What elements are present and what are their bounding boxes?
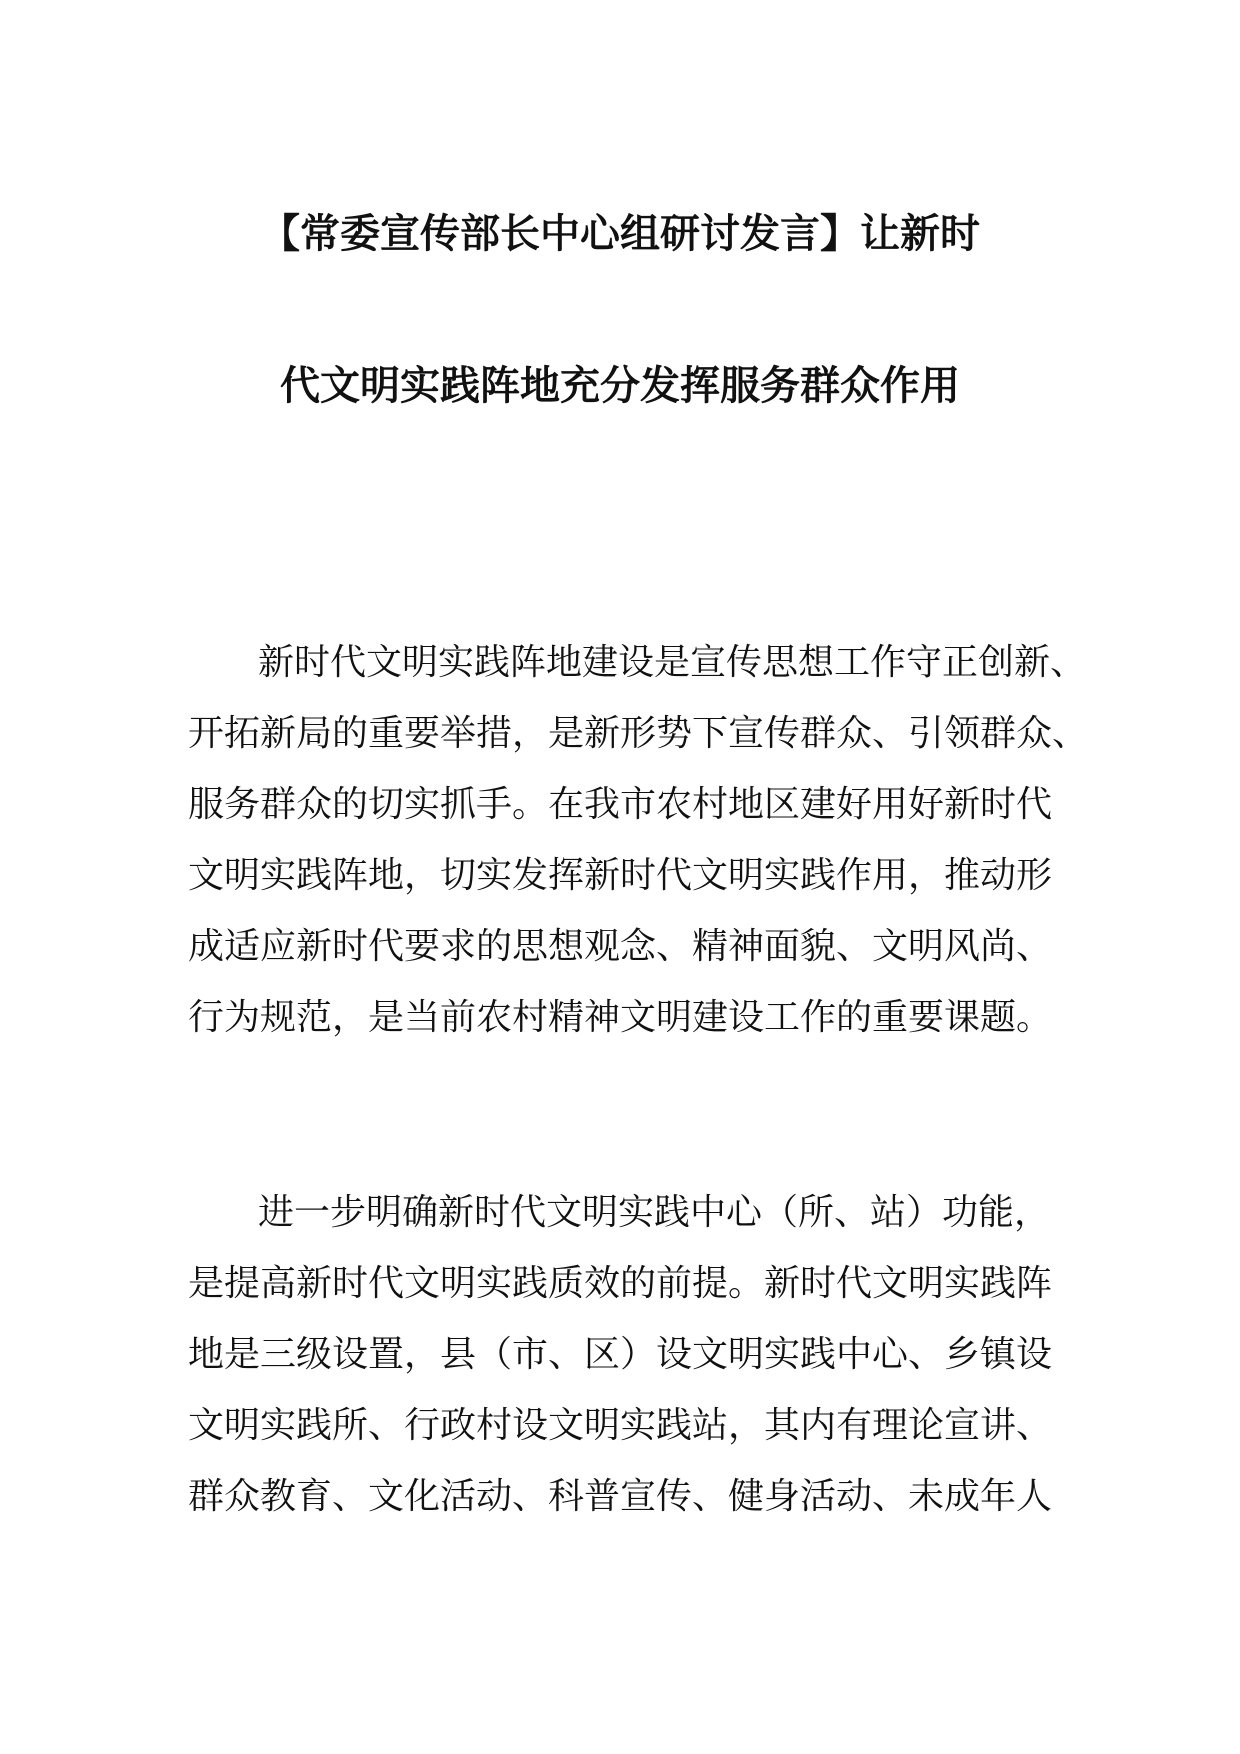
paragraph-2-line-3: 地是三级设置，县（市、区）设文明实践中心、乡镇设 — [188, 1334, 1053, 1375]
paragraph-1-line-4: 文明实践阵地，切实发挥新时代文明实践作用，推动形 — [188, 855, 1053, 896]
document-title-line-1: 【常委宣传部长中心组研讨发言】让新时 — [260, 211, 980, 257]
paragraph-1-line-5: 成适应新时代要求的思想观念、精神面貌、文明风尚、 — [188, 926, 1053, 967]
paragraph-1-line-6: 行为规范，是当前农村精神文明建设工作的重要课题。 — [188, 997, 1053, 1038]
paragraph-1-line-1: 新时代文明实践阵地建设是宣传思想工作守正创新、 — [258, 642, 1087, 683]
paragraph-2-line-5: 群众教育、文化活动、科普宣传、健身活动、未成年人 — [188, 1476, 1053, 1517]
paragraph-1-line-3: 服务群众的切实抓手。在我市农村地区建好用好新时代 — [188, 784, 1053, 825]
paragraph-1-line-2: 开拓新局的重要举措，是新形势下宣传群众、引领群众、 — [188, 713, 1089, 754]
paragraph-2-line-2: 是提高新时代文明实践质效的前提。新时代文明实践阵 — [188, 1263, 1053, 1304]
paragraph-2-line-4: 文明实践所、行政村设文明实践站，其内有理论宣讲、 — [188, 1405, 1053, 1446]
paragraph-2-line-1: 进一步明确新时代文明实践中心（所、站）功能， — [258, 1192, 1051, 1233]
document-title-line-2: 代文明实践阵地充分发挥服务群众作用 — [280, 363, 960, 409]
